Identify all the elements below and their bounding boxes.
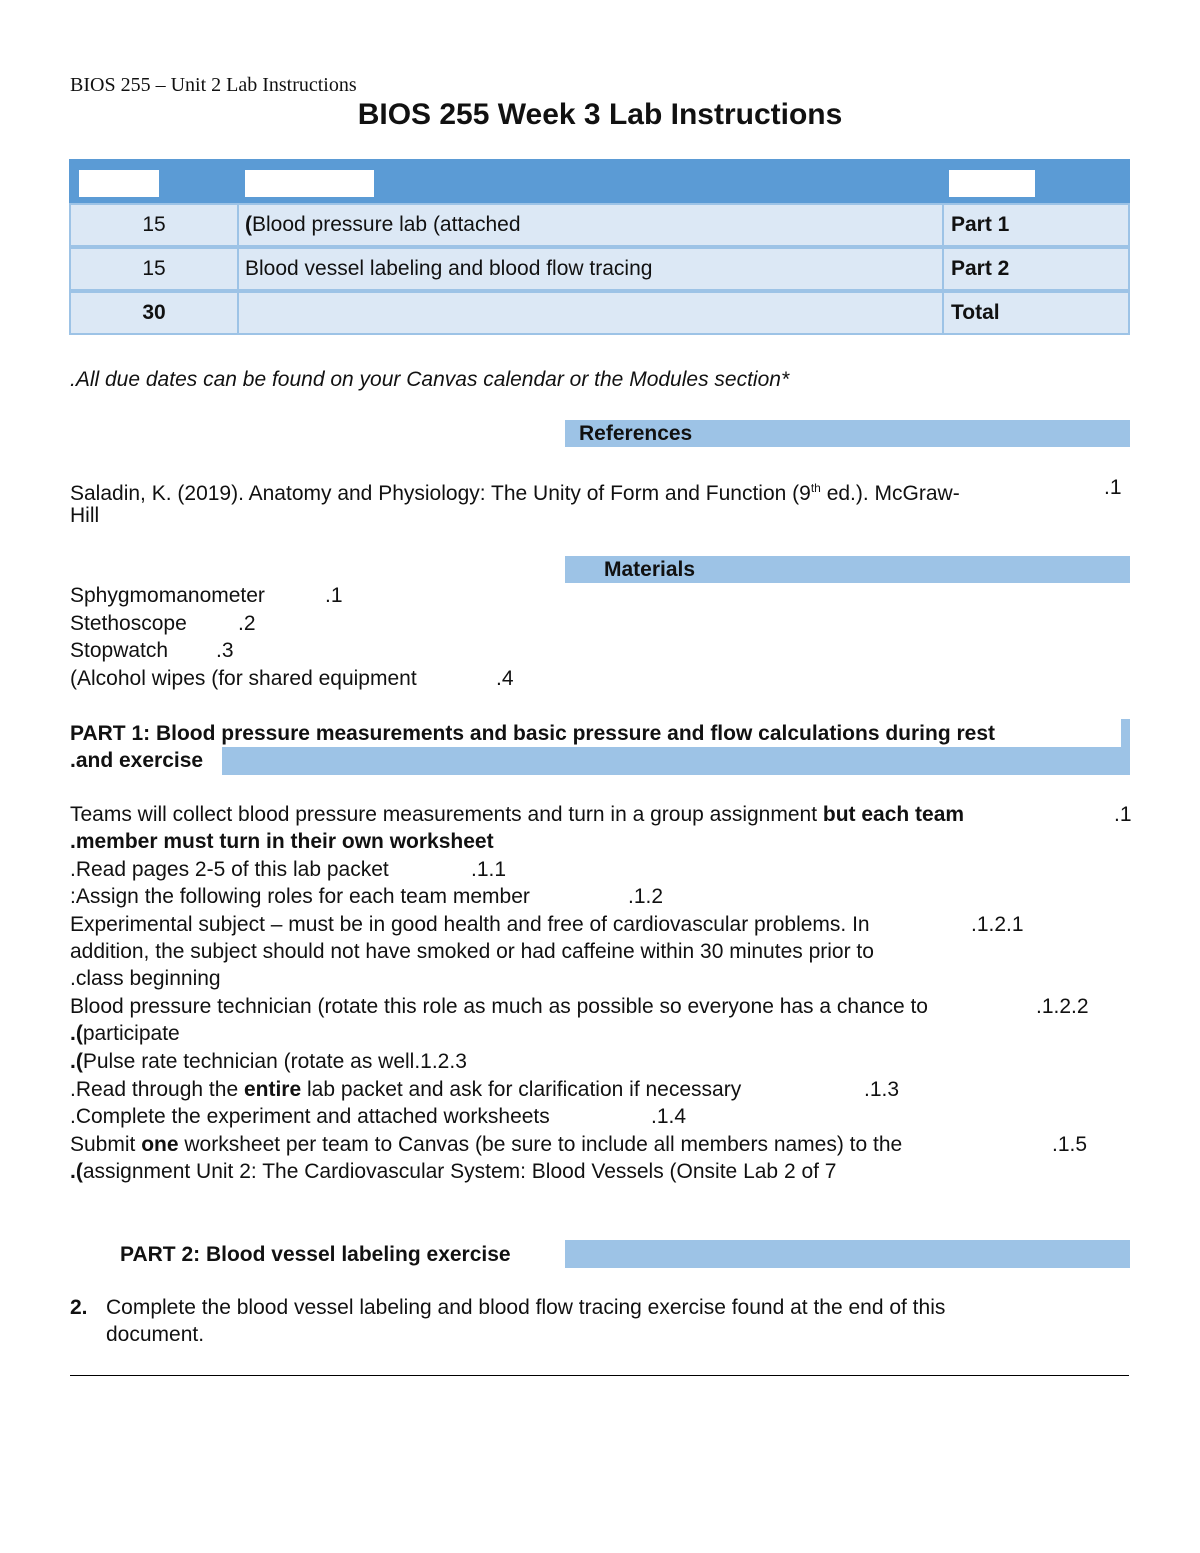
part1-item-1-5: Submit one worksheet per team to Canvas (be sure to include all members names) to the xyxy=(70,1133,903,1156)
column-divider xyxy=(237,293,239,333)
part2-item: Complete the blood vessel labeling and blood flow tracing exercise found at the end of this xyxy=(106,1296,946,1319)
part1-item-1-5-number: .1.5 xyxy=(1052,1133,1088,1156)
column-divider xyxy=(942,293,944,333)
table-header-row xyxy=(69,159,1130,203)
table-row xyxy=(69,291,1130,335)
part1-heading-bar-2 xyxy=(222,747,1130,775)
reference-entry-line2: Hill xyxy=(70,504,100,527)
header-placeholder-part xyxy=(949,170,1035,197)
material-item: Sphygmomanometer xyxy=(70,584,265,607)
part1-heading-line2: .and exercise xyxy=(70,749,204,772)
part2-heading-bar xyxy=(565,1240,1130,1268)
page-title: BIOS 255 Week 3 Lab Instructions xyxy=(357,98,843,131)
due-date-note: .All due dates can be found on your Canvas calendar or the Modules section* xyxy=(70,368,790,391)
part1-item-1-4: .Complete the experiment and attached worksheets xyxy=(70,1105,550,1128)
column-divider xyxy=(942,249,944,289)
reference-number: .1 xyxy=(1104,476,1122,499)
part-cell: Part 1 xyxy=(951,213,1010,236)
table-row xyxy=(69,247,1130,291)
part-cell: Part 2 xyxy=(951,257,1010,280)
part1-item-1-2-3: .(Pulse rate technician (rotate as well.1.2.3 xyxy=(70,1050,467,1073)
part1-heading: PART 1: Blood pressure measurements and basic pressure and flow calculations during rest xyxy=(70,722,996,745)
part1-item-1-3-number: .1.3 xyxy=(864,1078,900,1101)
material-number: .2 xyxy=(238,612,256,635)
part1-item-1-number: .1 xyxy=(1114,803,1132,826)
column-divider xyxy=(237,205,239,245)
grade-table xyxy=(69,159,1130,339)
course-header: BIOS 255 – Unit 2 Lab Instructions xyxy=(70,74,357,96)
part1-item-1: Teams will collect blood pressure measurements and turn in a group assignment but each team xyxy=(70,803,965,826)
references-heading: References xyxy=(579,422,693,445)
material-item: (Alcohol wipes (for shared equipment xyxy=(70,667,417,690)
column-divider xyxy=(942,205,944,245)
part2-item-number: 2. xyxy=(70,1296,88,1319)
table-row xyxy=(69,203,1130,247)
part1-item-1-line2: .member must turn in their own worksheet xyxy=(70,830,494,853)
reference-entry: Saladin, K. (2019). Anatomy and Physiology: The Unity of Form and Function (9th ed.). McGraw- xyxy=(70,481,960,505)
part1-item-1-4-number: .1.4 xyxy=(651,1105,687,1128)
part2-item-line2: document. xyxy=(106,1323,205,1346)
points-cell: 30 xyxy=(142,301,166,324)
part1-item-1-2-1-number: .1.2.1 xyxy=(971,913,1024,936)
part1-item-1-3: .Read through the entire lab packet and ask for clarification if necessary xyxy=(70,1078,742,1101)
part1-item-1-2-1: Experimental subject – must be in good health and free of cardiovascular problems. In xyxy=(70,913,870,936)
part1-item-1-1: .Read pages 2-5 of this lab packet xyxy=(70,858,389,881)
part1-item-1-2-2-line2: .(participate xyxy=(70,1022,180,1045)
part1-item-1-2-2: Blood pressure technician (rotate this role as much as possible so everyone has a chance to xyxy=(70,995,928,1018)
footer-divider xyxy=(70,1375,1129,1376)
column-divider xyxy=(237,249,239,289)
part1-item-1-5-line2: .(assignment Unit 2: The Cardiovascular System: Blood Vessels (Onsite Lab 2 of 7 xyxy=(70,1160,837,1183)
part1-item-1-2-1-line2: addition, the subject should not have smoked or had caffeine within 30 minutes prior to xyxy=(70,940,874,963)
part1-item-1-2-1-line3: .class beginning xyxy=(70,967,221,990)
material-item: Stopwatch xyxy=(70,639,169,662)
description-cell: Blood vessel labeling and blood flow tracing xyxy=(245,257,653,280)
points-cell: 15 xyxy=(142,213,166,236)
part1-heading-bar xyxy=(1121,719,1130,747)
part1-item-1-2: :Assign the following roles for each team member xyxy=(70,885,530,908)
material-number: .4 xyxy=(496,667,514,690)
part1-item-1-2-2-number: .1.2.2 xyxy=(1036,995,1089,1018)
header-placeholder-points xyxy=(79,170,159,197)
material-item: Stethoscope xyxy=(70,612,187,635)
part1-item-1-2-number: .1.2 xyxy=(628,885,664,908)
points-cell: 15 xyxy=(142,257,166,280)
part1-item-1-1-number: .1.1 xyxy=(471,858,507,881)
header-placeholder-description xyxy=(245,170,374,197)
material-number: .1 xyxy=(325,584,343,607)
material-number: .3 xyxy=(216,639,234,662)
part2-heading: PART 2: Blood vessel labeling exercise xyxy=(120,1243,511,1266)
part-cell: Total xyxy=(951,301,1000,324)
materials-heading: Materials xyxy=(604,558,696,581)
description-cell: (Blood pressure lab (attached xyxy=(245,213,521,236)
